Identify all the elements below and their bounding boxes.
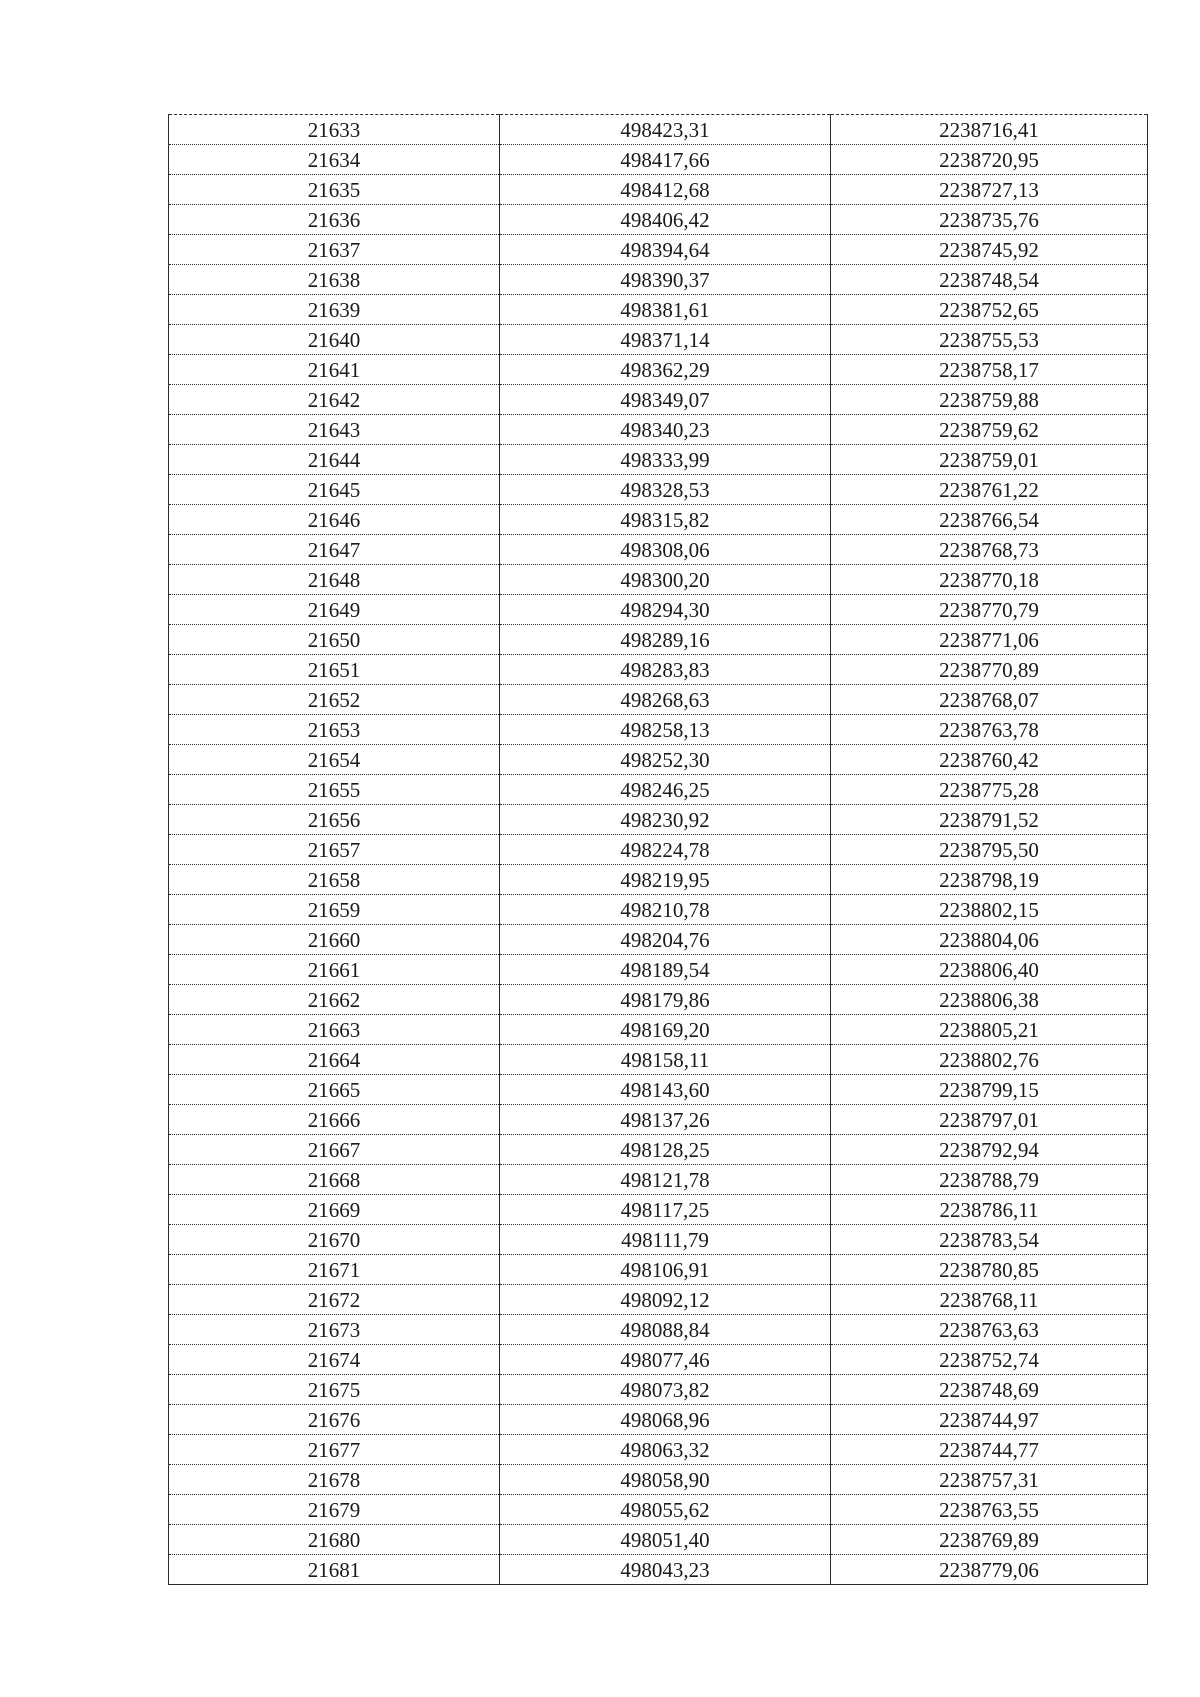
- y-coordinate-cell: 2238752,74: [831, 1345, 1148, 1375]
- y-coordinate-cell: 2238763,78: [831, 715, 1148, 745]
- point-number-cell: 21666: [169, 1105, 500, 1135]
- x-coordinate-cell: 498068,96: [500, 1405, 831, 1435]
- y-coordinate-cell: 2238771,06: [831, 625, 1148, 655]
- y-coordinate-cell: 2238770,79: [831, 595, 1148, 625]
- table-row: [169, 415, 1148, 445]
- point-number-cell: 21665: [169, 1075, 500, 1105]
- point-number-cell: 21653: [169, 715, 500, 745]
- point-number-cell: 21637: [169, 235, 500, 265]
- x-coordinate-cell: 498169,20: [500, 1015, 831, 1045]
- table-row: [169, 625, 1148, 655]
- y-coordinate-cell: 2238802,76: [831, 1045, 1148, 1075]
- x-coordinate-cell: 498055,62: [500, 1495, 831, 1525]
- x-coordinate-cell: 498390,37: [500, 265, 831, 295]
- y-coordinate-cell: 2238744,77: [831, 1435, 1148, 1465]
- y-coordinate-cell: 2238786,11: [831, 1195, 1148, 1225]
- table-row: [169, 655, 1148, 685]
- table-row: [169, 775, 1148, 805]
- x-coordinate-cell: 498189,54: [500, 955, 831, 985]
- point-number-cell: 21646: [169, 505, 500, 535]
- point-number-cell: 21671: [169, 1255, 500, 1285]
- point-number-cell: 21639: [169, 295, 500, 325]
- x-coordinate-cell: 498268,63: [500, 685, 831, 715]
- y-coordinate-cell: 2238806,40: [831, 955, 1148, 985]
- point-number-cell: 21657: [169, 835, 500, 865]
- point-number-cell: 21644: [169, 445, 500, 475]
- table-row: [169, 145, 1148, 175]
- point-number-cell: 21652: [169, 685, 500, 715]
- y-coordinate-cell: 2238775,28: [831, 775, 1148, 805]
- table-row: [169, 955, 1148, 985]
- point-number-cell: 21680: [169, 1525, 500, 1555]
- x-coordinate-cell: 498219,95: [500, 865, 831, 895]
- x-coordinate-cell: 498092,12: [500, 1285, 831, 1315]
- table-row: [169, 1165, 1148, 1195]
- x-coordinate-cell: 498417,66: [500, 145, 831, 175]
- x-coordinate-cell: 498210,78: [500, 895, 831, 925]
- point-number-cell: 21659: [169, 895, 500, 925]
- y-coordinate-cell: 2238758,17: [831, 355, 1148, 385]
- y-coordinate-cell: 2238768,07: [831, 685, 1148, 715]
- table-row: [169, 565, 1148, 595]
- table-row: [169, 1525, 1148, 1555]
- x-coordinate-cell: 498315,82: [500, 505, 831, 535]
- x-coordinate-cell: 498051,40: [500, 1525, 831, 1555]
- point-number-cell: 21654: [169, 745, 500, 775]
- point-number-cell: 21675: [169, 1375, 500, 1405]
- point-number-cell: 21655: [169, 775, 500, 805]
- point-number-cell: 21648: [169, 565, 500, 595]
- table-row: [169, 1495, 1148, 1525]
- y-coordinate-cell: 2238748,54: [831, 265, 1148, 295]
- table-row: [169, 535, 1148, 565]
- point-number-cell: 21681: [169, 1555, 500, 1585]
- x-coordinate-cell: 498106,91: [500, 1255, 831, 1285]
- y-coordinate-cell: 2238759,62: [831, 415, 1148, 445]
- point-number-cell: 21636: [169, 205, 500, 235]
- point-number-cell: 21663: [169, 1015, 500, 1045]
- x-coordinate-cell: 498423,31: [500, 115, 831, 145]
- y-coordinate-cell: 2238795,50: [831, 835, 1148, 865]
- table-row: [169, 715, 1148, 745]
- x-coordinate-cell: 498349,07: [500, 385, 831, 415]
- x-coordinate-cell: 498406,42: [500, 205, 831, 235]
- x-coordinate-cell: 498043,23: [500, 1555, 831, 1585]
- table-row: [169, 1255, 1148, 1285]
- x-coordinate-cell: 498252,30: [500, 745, 831, 775]
- point-number-cell: 21656: [169, 805, 500, 835]
- x-coordinate-cell: 498128,25: [500, 1135, 831, 1165]
- y-coordinate-cell: 2238804,06: [831, 925, 1148, 955]
- y-coordinate-cell: 2238759,01: [831, 445, 1148, 475]
- x-coordinate-cell: 498381,61: [500, 295, 831, 325]
- x-coordinate-cell: 498246,25: [500, 775, 831, 805]
- table-row: [169, 385, 1148, 415]
- x-coordinate-cell: 498328,53: [500, 475, 831, 505]
- y-coordinate-cell: 2238799,15: [831, 1075, 1148, 1105]
- table-row: [169, 235, 1148, 265]
- x-coordinate-cell: 498158,11: [500, 1045, 831, 1075]
- x-coordinate-cell: 498121,78: [500, 1165, 831, 1195]
- table-row: [169, 295, 1148, 325]
- coordinates-table: [168, 114, 1148, 1585]
- table-row: [169, 865, 1148, 895]
- y-coordinate-cell: 2238791,52: [831, 805, 1148, 835]
- x-coordinate-cell: 498340,23: [500, 415, 831, 445]
- y-coordinate-cell: 2238763,63: [831, 1315, 1148, 1345]
- table-row: [169, 1105, 1148, 1135]
- x-coordinate-cell: 498204,76: [500, 925, 831, 955]
- y-coordinate-cell: 2238783,54: [831, 1225, 1148, 1255]
- y-coordinate-cell: 2238748,69: [831, 1375, 1148, 1405]
- x-coordinate-cell: 498063,32: [500, 1435, 831, 1465]
- point-number-cell: 21635: [169, 175, 500, 205]
- y-coordinate-cell: 2238770,18: [831, 565, 1148, 595]
- x-coordinate-cell: 498117,25: [500, 1195, 831, 1225]
- x-coordinate-cell: 498412,68: [500, 175, 831, 205]
- x-coordinate-cell: 498224,78: [500, 835, 831, 865]
- x-coordinate-cell: 498294,30: [500, 595, 831, 625]
- x-coordinate-cell: 498394,64: [500, 235, 831, 265]
- point-number-cell: 21634: [169, 145, 500, 175]
- x-coordinate-cell: 498289,16: [500, 625, 831, 655]
- point-number-cell: 21645: [169, 475, 500, 505]
- table-row: [169, 745, 1148, 775]
- table-row: [169, 1435, 1148, 1465]
- table-row: [169, 835, 1148, 865]
- table-row: [169, 685, 1148, 715]
- point-number-cell: 21673: [169, 1315, 500, 1345]
- point-number-cell: 21677: [169, 1435, 500, 1465]
- y-coordinate-cell: 2238761,22: [831, 475, 1148, 505]
- table-row: [169, 1225, 1148, 1255]
- x-coordinate-cell: 498300,20: [500, 565, 831, 595]
- point-number-cell: 21642: [169, 385, 500, 415]
- point-number-cell: 21650: [169, 625, 500, 655]
- y-coordinate-cell: 2238780,85: [831, 1255, 1148, 1285]
- table-row: [169, 355, 1148, 385]
- y-coordinate-cell: 2238779,06: [831, 1555, 1148, 1585]
- x-coordinate-cell: 498283,83: [500, 655, 831, 685]
- table-row: [169, 175, 1148, 205]
- point-number-cell: 21661: [169, 955, 500, 985]
- point-number-cell: 21662: [169, 985, 500, 1015]
- point-number-cell: 21676: [169, 1405, 500, 1435]
- y-coordinate-cell: 2238766,54: [831, 505, 1148, 535]
- y-coordinate-cell: 2238768,11: [831, 1285, 1148, 1315]
- x-coordinate-cell: 498308,06: [500, 535, 831, 565]
- table-row: [169, 445, 1148, 475]
- x-coordinate-cell: 498333,99: [500, 445, 831, 475]
- point-number-cell: 21669: [169, 1195, 500, 1225]
- table-row: [169, 475, 1148, 505]
- table-row: [169, 895, 1148, 925]
- table-row: [169, 265, 1148, 295]
- point-number-cell: 21668: [169, 1165, 500, 1195]
- y-coordinate-cell: 2238757,31: [831, 1465, 1148, 1495]
- point-number-cell: 21672: [169, 1285, 500, 1315]
- y-coordinate-cell: 2238798,19: [831, 865, 1148, 895]
- table-row: [169, 1405, 1148, 1435]
- point-number-cell: 21679: [169, 1495, 500, 1525]
- point-number-cell: 21660: [169, 925, 500, 955]
- y-coordinate-cell: 2238788,79: [831, 1165, 1148, 1195]
- y-coordinate-cell: 2238755,53: [831, 325, 1148, 355]
- point-number-cell: 21633: [169, 115, 500, 145]
- point-number-cell: 21643: [169, 415, 500, 445]
- x-coordinate-cell: 498058,90: [500, 1465, 831, 1495]
- table-row: [169, 1345, 1148, 1375]
- table-row: [169, 1465, 1148, 1495]
- y-coordinate-cell: 2238768,73: [831, 535, 1148, 565]
- y-coordinate-cell: 2238792,94: [831, 1135, 1148, 1165]
- x-coordinate-cell: 498230,92: [500, 805, 831, 835]
- y-coordinate-cell: 2238716,41: [831, 115, 1148, 145]
- table-row: [169, 1135, 1148, 1165]
- y-coordinate-cell: 2238735,76: [831, 205, 1148, 235]
- y-coordinate-cell: 2238759,88: [831, 385, 1148, 415]
- table-row: [169, 115, 1148, 145]
- table-row: [169, 1315, 1148, 1345]
- y-coordinate-cell: 2238763,55: [831, 1495, 1148, 1525]
- y-coordinate-cell: 2238752,65: [831, 295, 1148, 325]
- x-coordinate-cell: 498077,46: [500, 1345, 831, 1375]
- table-row: [169, 985, 1148, 1015]
- point-number-cell: 21664: [169, 1045, 500, 1075]
- x-coordinate-cell: 498179,86: [500, 985, 831, 1015]
- table-row: [169, 1555, 1148, 1585]
- point-number-cell: 21670: [169, 1225, 500, 1255]
- table-row: [169, 1195, 1148, 1225]
- table-row: [169, 1285, 1148, 1315]
- y-coordinate-cell: 2238797,01: [831, 1105, 1148, 1135]
- table-row: [169, 595, 1148, 625]
- y-coordinate-cell: 2238769,89: [831, 1525, 1148, 1555]
- y-coordinate-cell: 2238745,92: [831, 235, 1148, 265]
- x-coordinate-cell: 498137,26: [500, 1105, 831, 1135]
- x-coordinate-cell: 498088,84: [500, 1315, 831, 1345]
- table-row: [169, 1375, 1148, 1405]
- point-number-cell: 21638: [169, 265, 500, 295]
- point-number-cell: 21678: [169, 1465, 500, 1495]
- table-row: [169, 1015, 1148, 1045]
- x-coordinate-cell: 498111,79: [500, 1225, 831, 1255]
- table-row: [169, 1045, 1148, 1075]
- x-coordinate-cell: 498362,29: [500, 355, 831, 385]
- point-number-cell: 21647: [169, 535, 500, 565]
- y-coordinate-cell: 2238802,15: [831, 895, 1148, 925]
- x-coordinate-cell: 498371,14: [500, 325, 831, 355]
- point-number-cell: 21649: [169, 595, 500, 625]
- table-row: [169, 205, 1148, 235]
- table-row: [169, 505, 1148, 535]
- y-coordinate-cell: 2238727,13: [831, 175, 1148, 205]
- y-coordinate-cell: 2238805,21: [831, 1015, 1148, 1045]
- y-coordinate-cell: 2238760,42: [831, 745, 1148, 775]
- table-row: [169, 805, 1148, 835]
- x-coordinate-cell: 498143,60: [500, 1075, 831, 1105]
- point-number-cell: 21651: [169, 655, 500, 685]
- coordinates-table-body: [169, 115, 1148, 1585]
- point-number-cell: 21641: [169, 355, 500, 385]
- table-row: [169, 925, 1148, 955]
- point-number-cell: 21640: [169, 325, 500, 355]
- x-coordinate-cell: 498258,13: [500, 715, 831, 745]
- y-coordinate-cell: 2238806,38: [831, 985, 1148, 1015]
- y-coordinate-cell: 2238720,95: [831, 145, 1148, 175]
- point-number-cell: 21658: [169, 865, 500, 895]
- y-coordinate-cell: 2238744,97: [831, 1405, 1148, 1435]
- point-number-cell: 21674: [169, 1345, 500, 1375]
- point-number-cell: 21667: [169, 1135, 500, 1165]
- table-row: [169, 325, 1148, 355]
- y-coordinate-cell: 2238770,89: [831, 655, 1148, 685]
- x-coordinate-cell: 498073,82: [500, 1375, 831, 1405]
- table-row: [169, 1075, 1148, 1105]
